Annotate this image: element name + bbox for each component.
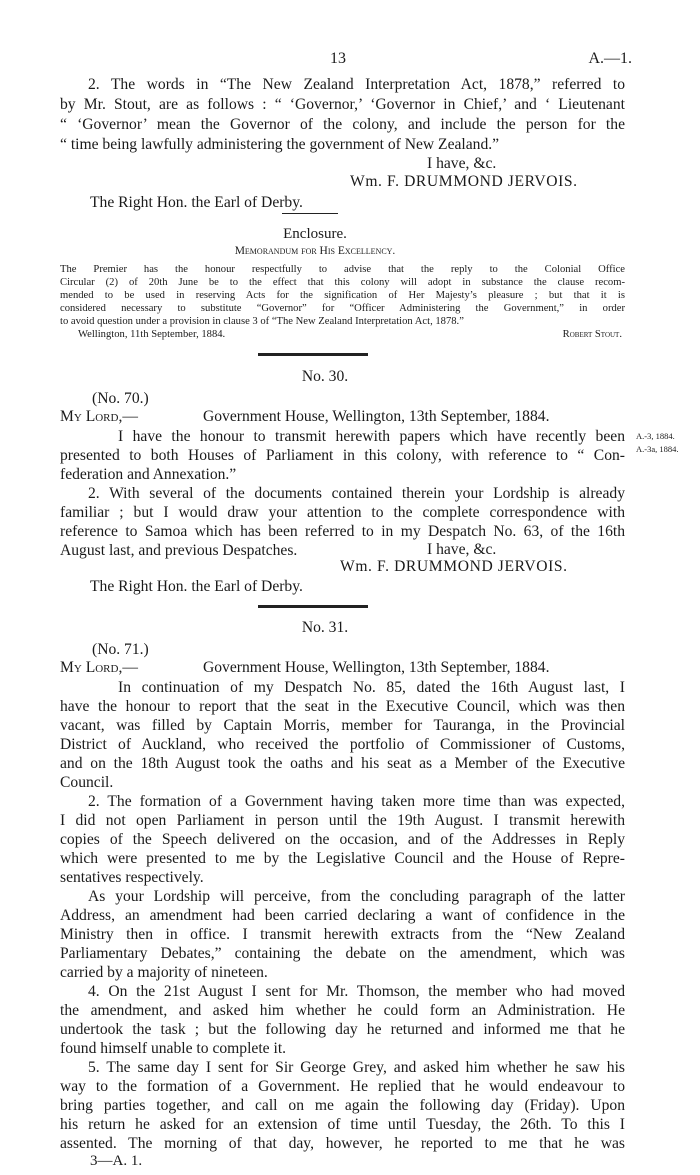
text-line: and on the 18th August took the oaths and his seat as a Member of the Executive	[60, 755, 625, 772]
section-divider	[282, 213, 338, 214]
text-line: I did not open Parliament in person until the 19th August. I transmit herewith	[60, 812, 625, 829]
text-line: vacant, was filled by Captain Morris, member for Tauranga, in the Provincial	[60, 717, 625, 734]
text-line: way to the formation of a Government. He replied that he would endeavour to	[60, 1078, 625, 1095]
text-line: undertook the task ; but the following day he returned and informed me that he	[60, 1021, 625, 1038]
text-line: Ministry then in office. I transmit herewith extracts from the “New Zealand	[60, 926, 625, 943]
document-reference: A.—1.	[588, 50, 632, 67]
text-line: federation and Annexation.”	[60, 466, 237, 483]
section-divider	[258, 353, 368, 356]
margin-note: A.-3, 1884.	[636, 431, 675, 441]
addressee: The Right Hon. the Earl of Derby.	[90, 578, 303, 595]
text-line: have the honour to report that the seat in the Executive Council, which was then	[60, 698, 625, 715]
text-line: sentatives respectively.	[60, 869, 204, 886]
text-line: the amendment, and asked him whether he could form an Administration. He	[60, 1002, 625, 1019]
location-date: Government House, Wellington, 13th September, 1884.	[203, 408, 550, 425]
memo-line: to avoid question under a provision in clause 3 of “The New Zealand Interpretation Act, 1878.”	[60, 316, 464, 327]
memo-line: considered necessary to substitute “Governor” for “Officer Administering the Government,” in order	[60, 303, 625, 314]
enclosure-title: Enclosure.	[283, 226, 347, 242]
signature: Wm. F. DRUMMOND JERVOIS.	[350, 173, 578, 190]
memo-signature: Robert Stout.	[562, 329, 622, 340]
text-line: copies of the Speech delivered on the occasion, and of the Addresses in Reply	[60, 831, 625, 848]
text-line: 5. The same day I sent for Sir George Grey, and asked him whether he saw his	[88, 1059, 625, 1076]
text-line: 2. The words in “The New Zealand Interpretation Act, 1878,” referred to	[88, 76, 625, 93]
text-line: “ time being lawfully administering the government of New Zealand.”	[60, 136, 500, 153]
text-line: Council.	[60, 774, 114, 791]
despatch-number: (No. 71.)	[92, 641, 149, 658]
text-line: familiar ; but I would draw your attention to the complete correspondence with	[60, 504, 625, 521]
despatch-number: (No. 70.)	[92, 390, 149, 407]
despatch-heading: No. 30.	[301, 368, 349, 385]
memo-date: Wellington, 11th September, 1884.	[78, 329, 226, 340]
addressee: The Right Hon. the Earl of Derby.	[90, 194, 303, 211]
memorandum-title: Memorandum for His Excellency.	[234, 245, 396, 257]
text-line: August last, and previous Despatches.	[60, 542, 298, 559]
memo-line: The Premier has the honour respectfully to advise that the reply to the Colonial Office	[60, 264, 625, 275]
text-line: his return he asked for an extension of time until Tuesday, the 26th. To this I	[60, 1116, 625, 1133]
text-line: presented to both Houses of Parliament in this colony, with reference to “ Con-	[60, 447, 625, 464]
signature: Wm. F. DRUMMOND JERVOIS.	[340, 558, 568, 575]
memo-line: mended to be used in reserving Acts for the signification of Her Majesty’s pleasure ; but that it is	[60, 290, 625, 301]
text-line: carried by a majority of nineteen.	[60, 964, 268, 981]
text-line: 4. On the 21st August I sent for Mr. Thomson, the member who had moved	[88, 983, 625, 1000]
text-line: Address, an amendment had been carried declaring a want of confidence in the	[60, 907, 625, 924]
text-line: “ ‘Governor’ mean the Governor of the colony, and include the person for the	[60, 116, 625, 133]
page-number: 13	[330, 50, 346, 67]
text-line: 2. With several of the documents contained therein your Lordship is already	[88, 485, 625, 502]
location-date: Government House, Wellington, 13th September, 1884.	[203, 659, 550, 676]
text-line: In continuation of my Despatch No. 85, dated the 16th August last, I	[118, 679, 625, 696]
salutation: My Lord,—	[60, 408, 138, 425]
text-line: by Mr. Stout, are as follows : “ ‘Governor,’ ‘Governor in Chief,’ and ‘ Lieutenant	[60, 96, 625, 113]
memo-line: Circular (2) of 20th June be to the effect that this colony will adopt in substance the clause recom-	[60, 277, 625, 288]
text-line: Parliamentary Debates,” containing the debate on the amendment, which was	[60, 945, 625, 962]
text-line: assented. The morning of that day, however, he reported to me that he was	[60, 1135, 625, 1152]
text-line: 2. The formation of a Government having taken more time than was expected,	[88, 793, 625, 810]
text-line: I have the honour to transmit herewith papers which have recently been	[118, 428, 625, 445]
text-line: District of Auckland, who received the portfolio of Commissioner of Customs,	[60, 736, 625, 753]
despatch-heading: No. 31.	[301, 619, 349, 636]
text-line: which were presented to me by the Legislative Council and the House of Repre-	[60, 850, 625, 867]
text-line: bring parties together, and call on me again the following day (Friday). Upon	[60, 1097, 625, 1114]
margin-note: A.-3a, 1884.	[636, 444, 679, 454]
closing-phrase: I have, &c.	[427, 155, 497, 172]
salutation: My Lord,—	[60, 659, 138, 676]
text-line: reference to Samoa which has been referred to in my Despatch No. 63, of the 16th	[60, 523, 625, 540]
text-line: As your Lordship will perceive, from the concluding paragraph of the latter	[88, 888, 625, 905]
section-divider	[258, 605, 368, 608]
closing-phrase: I have, &c.	[427, 541, 497, 558]
text-line: found himself unable to complete it.	[60, 1040, 287, 1057]
signature-mark: 3—A. 1.	[90, 1153, 143, 1169]
